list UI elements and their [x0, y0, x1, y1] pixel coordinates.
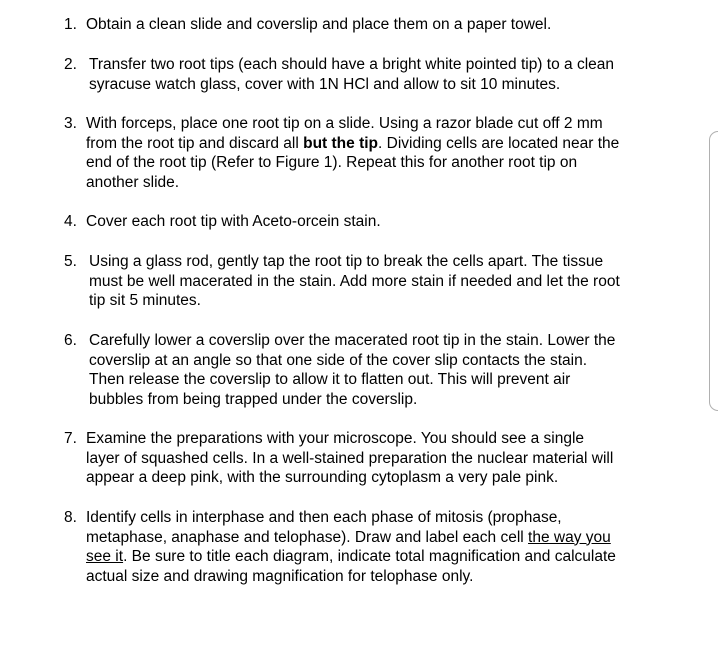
step-text-line	[64, 547, 694, 567]
step-number: 8.	[64, 509, 77, 526]
side-panel-edge[interactable]	[709, 131, 718, 411]
step-text-line: syracuse watch glass, cover with 1N HCl and allow to sit 10 minutes.	[89, 75, 561, 93]
step-number: 4.	[64, 213, 77, 230]
step-text-line: Then release the coverslip to allow it to flatten out. This will prevent air	[89, 371, 571, 389]
step-text-line: tip sit 5 minutes.	[89, 292, 201, 310]
step-8	[64, 508, 694, 586]
step-number: 1.	[64, 16, 77, 33]
step-5	[64, 252, 694, 311]
step-text-line: Transfer two root tips (each should have a bright white pointed tip) to a clean	[89, 56, 614, 73]
step-text-line: Identify cells in interphase and then each phase of mitosis (prophase,	[86, 509, 562, 526]
step-text-line: With forceps, place one root tip on a slide. Using a razor blade cut off 2 mm	[86, 115, 603, 132]
step-text-segment: metaphase, anaphase and telophase). Draw and label each cell	[86, 528, 529, 546]
step-text-segment: from the root tip and discard all	[86, 134, 304, 152]
step-text-line: actual size and drawing magnification for telophase only.	[86, 567, 474, 585]
step-text-line: end of the root tip (Refer to Figure 1). Repeat this for another root tip on	[86, 154, 578, 172]
step-number: 2.	[64, 56, 77, 73]
step-number: 6.	[64, 332, 77, 349]
step-number: 7.	[64, 430, 77, 447]
step-text-line	[64, 134, 694, 154]
step-text-line: must be well macerated in the stain. Add more stain if needed and let the root	[89, 272, 620, 290]
underlined-text: see it	[86, 548, 124, 566]
step-3	[64, 114, 694, 192]
step-text-line	[64, 528, 694, 548]
step-4	[64, 212, 694, 232]
emphasis-bold-text: but the tip	[303, 134, 379, 152]
step-7	[64, 429, 694, 488]
step-text-line: another slide.	[86, 173, 180, 191]
step-text-segment: . Be sure to title each diagram, indicate total magnification and calculate	[123, 548, 616, 566]
step-2	[64, 55, 694, 94]
step-1	[64, 15, 694, 35]
underlined-text: the way you	[528, 528, 611, 546]
step-text-line: bubbles from being trapped under the coverslip.	[89, 390, 418, 408]
step-text-line: Examine the preparations with your microscope. You should see a single	[86, 430, 585, 447]
step-text-line: coverslip at an angle so that one side of the cover slip contacts the stain.	[89, 351, 588, 369]
step-number: 5.	[64, 253, 77, 270]
step-text-line: Obtain a clean slide and coverslip and place them on a paper towel.	[86, 16, 552, 33]
step-text-line: layer of squashed cells. In a well-stained preparation the nuclear material will	[86, 449, 614, 467]
step-text-line: Using a glass rod, gently tap the root tip to break the cells apart. The tissue	[89, 253, 604, 270]
step-text-line: Carefully lower a coverslip over the macerated root tip in the stain. Lower the	[89, 332, 616, 349]
step-text-line: appear a deep pink, with the surrounding cytoplasm a very pale pink.	[86, 469, 559, 487]
step-text-segment: . Dividing cells are located near the	[378, 134, 620, 152]
step-6	[64, 331, 694, 409]
step-number: 3.	[64, 115, 77, 132]
step-text-line: Cover each root tip with Aceto-orcein stain.	[86, 213, 381, 230]
